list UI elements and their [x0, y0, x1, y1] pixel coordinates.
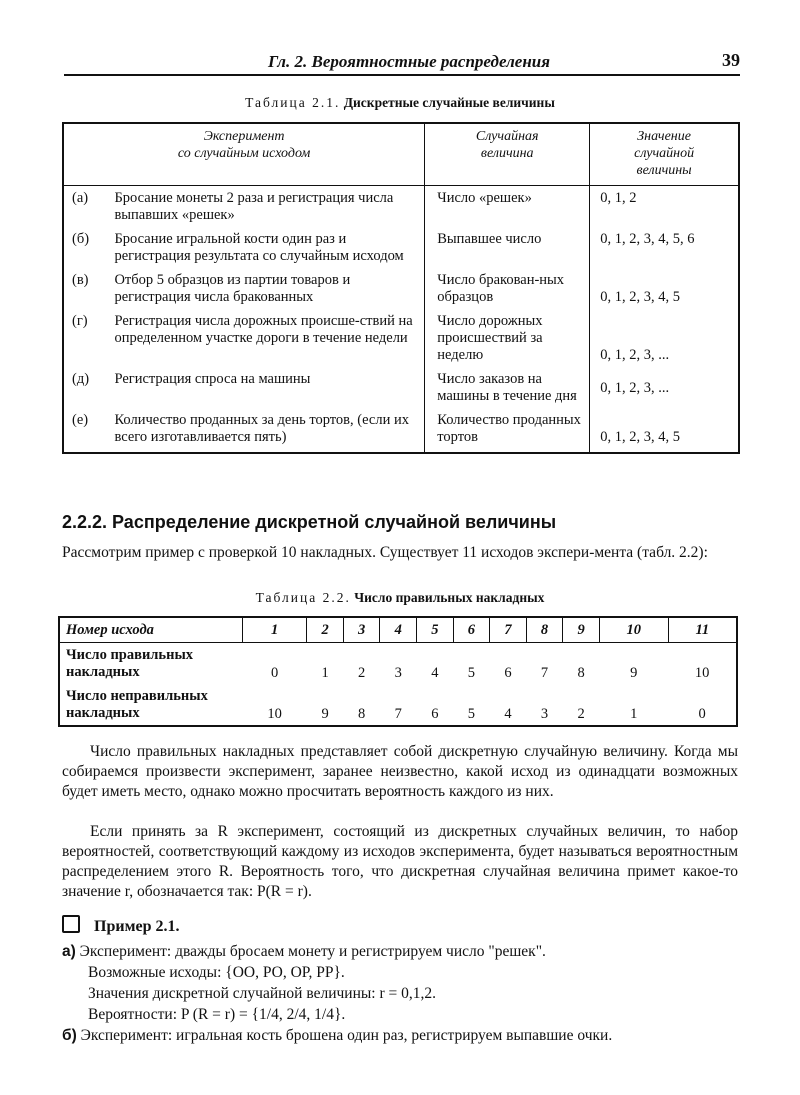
table2-caption-title: Число правильных накладных — [354, 590, 545, 605]
chapter-title: Гл. 2. Вероятностные распределения — [267, 52, 550, 71]
value-cell: 9 — [630, 665, 638, 681]
outcome-cell: 8 — [526, 617, 563, 643]
row-experiment: Регистрация числа дорожных происше-ствий на определенном участке дороги в течение недели — [114, 313, 413, 346]
row-variable: Число дорожных происшествий за неделю — [425, 309, 590, 367]
value-cell: 1 — [321, 665, 329, 681]
row-tag: (д) — [72, 371, 90, 387]
row-tag: (е) — [72, 412, 89, 428]
col-header-variable: Случайная величина — [425, 123, 590, 186]
value-cell: 3 — [394, 665, 402, 681]
item-marker: а) — [62, 943, 76, 960]
outcome-cell: 9 — [563, 617, 600, 643]
table1-discrete-random-variables — [62, 122, 740, 454]
table1-caption — [0, 95, 800, 111]
outcome-cell: 10 — [599, 617, 668, 643]
value-cell: 2 — [358, 665, 366, 681]
row-value: 0, 1, 2 — [590, 186, 739, 228]
outcome-cell: 3 — [343, 617, 380, 643]
row-tag: (а) — [72, 190, 89, 206]
value-cell: 5 — [467, 665, 476, 681]
section-heading: 2.2.2. Распределение дискретной случайной величины — [62, 512, 557, 532]
row-value: 0, 1, 2, 3, 4, 5 — [590, 268, 739, 309]
table2-correct-row — [59, 643, 737, 685]
value-cell: 8 — [358, 706, 366, 722]
value-cell: 10 — [694, 665, 710, 681]
correct-row-label: Число правильных накладных — [66, 647, 194, 680]
item-marker: б) — [62, 1027, 77, 1044]
table2-caption-label: Таблица 2.2. — [255, 590, 351, 605]
table2-header-row — [59, 617, 737, 643]
row-experiment: Бросание игральной кости один раз и регистрация результата со случайным исходом — [114, 231, 404, 264]
value-cell: 3 — [540, 706, 549, 722]
example-heading — [62, 915, 752, 937]
outcome-cell: 5 — [417, 617, 454, 643]
example-probabilities: Вероятности: P (R = r) = {1/4, 2/4, 1/4}. — [88, 1006, 346, 1023]
row-experiment: Количество проданных за день тортов, (если их всего изготавливается пять) — [114, 412, 409, 445]
row-value: 0, 1, 2, 3, ... — [590, 309, 739, 367]
row-variable: Выпавшее число — [425, 227, 590, 268]
value-cell: 10 — [267, 706, 282, 722]
table1-header-row — [63, 123, 739, 186]
row-experiment: Бросание монеты 2 раза и регистрация числа выпавших «решек» — [114, 190, 394, 223]
table-row — [63, 268, 739, 309]
row-experiment: Отбор 5 образцов из партии товаров и регистрация числа бракованных — [114, 272, 351, 305]
table2-incorrect-row — [59, 684, 737, 726]
body-paragraph: Если принять за R эксперимент, состоящий из дискретных случайных величин, то набор вероятностей, соответствующий каждому из исходов эксперимента, будет называться вероятностным распределением этого R. Вероятность того, что дискретная случайная величина примет какое-то значение r, обозначается так: P(R = r). — [62, 823, 738, 900]
outcome-cell: 2 — [307, 617, 344, 643]
example-item-a — [62, 941, 752, 962]
table-row — [63, 309, 739, 367]
value-cell: 4 — [431, 665, 439, 681]
example-title: Пример 2.1. — [94, 918, 180, 935]
value-cell: 6 — [431, 706, 439, 722]
row-variable: Число заказов на машины в течение дня — [425, 367, 590, 408]
intro-paragraph: Рассмотрим пример с проверкой 10 накладных. Существует 11 исходов экспери-мента (табл. 2.2): — [62, 544, 708, 561]
table-row — [63, 408, 739, 453]
item-text: Эксперимент: дважды бросаем монету и регистрируем число "решек". — [79, 943, 546, 960]
row-variable: Количество проданных тортов — [425, 408, 590, 453]
table2-caption — [0, 590, 800, 606]
row-tag: (г) — [72, 313, 88, 329]
row-value: 0, 1, 2, 3, 4, 5, 6 — [590, 227, 739, 268]
value-cell: 7 — [540, 665, 549, 681]
value-cell: 0 — [698, 706, 706, 722]
value-cell: 0 — [271, 665, 279, 681]
outcome-cell: 4 — [380, 617, 417, 643]
value-cell: 5 — [467, 706, 476, 722]
outcome-cell: 7 — [490, 617, 527, 643]
col-header-experiment: Эксперимент со случайным исходом — [63, 123, 425, 186]
example-outcomes: Возможные исходы: {ОО, РО, ОР, РР}. — [88, 964, 345, 981]
row-value: 0, 1, 2, 3, 4, 5 — [590, 408, 739, 453]
row-variable: Число «решек» — [425, 186, 590, 228]
table1-caption-label: Таблица 2.1. — [245, 95, 341, 110]
col-header-value: Значение случайной величины — [590, 123, 739, 186]
running-head — [64, 52, 740, 76]
row-tag: (б) — [72, 231, 90, 247]
table2-correct-invoices — [58, 616, 738, 727]
example-item-b — [62, 1025, 752, 1046]
row-variable: Число бракован-ных образцов — [425, 268, 590, 309]
value-cell: 6 — [504, 665, 512, 681]
table-row — [63, 186, 739, 228]
value-cell: 2 — [577, 706, 585, 722]
outcome-cell: 1 — [243, 617, 307, 643]
outcome-cell: 6 — [453, 617, 490, 643]
outcome-cell: 11 — [668, 617, 737, 643]
body-paragraph: Число правильных накладных представляет собой дискретную случайную величину. Когда мы собираемся произвести эксперимент, заранее неизвестно, какой исход из одинадцати возможных будет иметь место, однако можно просчитать вероятность каждого из них. — [62, 743, 738, 800]
value-cell: 9 — [321, 706, 329, 722]
value-cell: 8 — [577, 665, 585, 681]
value-cell: 7 — [394, 706, 402, 722]
table-row — [63, 227, 739, 268]
example-values: Значения дискретной случайной величины: r = 0,1,2. — [88, 985, 436, 1002]
table-row — [63, 367, 739, 408]
row-value: 0, 1, 2, 3, ... — [590, 367, 739, 408]
table1-caption-title: Дискретные случайные величины — [343, 95, 555, 110]
row-tag: (в) — [72, 272, 89, 288]
checkbox-square-icon — [62, 915, 80, 933]
item-text: Эксперимент: игральная кость брошена один раз, регистрируем выпавшие очки. — [80, 1027, 613, 1044]
incorrect-row-label: Число неправильных накладных — [66, 688, 208, 721]
row-experiment: Регистрация спроса на машины — [114, 371, 311, 387]
outcome-number-label: Номер исхода — [59, 617, 243, 643]
example-block — [62, 915, 752, 1046]
value-cell: 1 — [630, 706, 638, 722]
page-number: 39 — [722, 50, 740, 70]
value-cell: 4 — [504, 706, 512, 722]
